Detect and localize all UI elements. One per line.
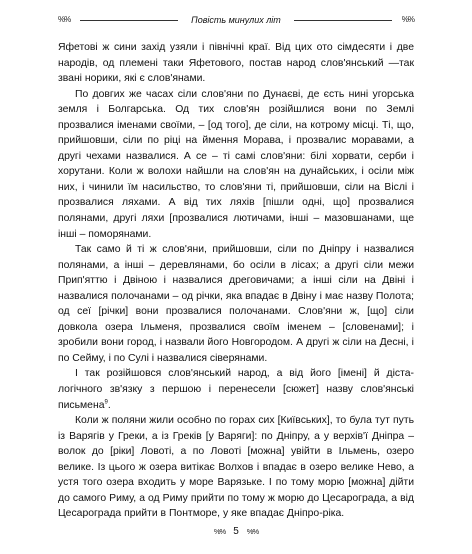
paragraph: По довгих же часах сіли слов'яни по Дунаєві, де єсть нині угорська земля і Болгарська. Од тих слов'ян розійшлися вони по Землі прозвалися іменами своїми, – [од того], де сіли, на котрому місці. Ті, що, прийшовши, сіли по ріці на ймення Морава, і прозвалис моравами, а другі чехами назвалися. А се – ті самі слов'яни: білі хорвати, серби і хорутани. Коли ж волохи найшли на слов'ян на дунайських, і осіли між них, і чинили їм насильство, то слов'яни ті, прийшовши, сіли на Віслі і прозвалися ляхами. А від тих ляхів [пішли одні, що] прозвалися полянами, другі ляхи [прозвалися лютичами, інші – мазовшанами, ще інші – поморянами. bbox=[58, 88, 414, 240]
page-number: 5 bbox=[233, 526, 239, 537]
header-rule-right bbox=[294, 20, 392, 21]
paragraph: Коли ж поляни жили особно по горах сих [Київських], то була тут путь із Варягів у Греки, а із Греків [у Варяги]: по Дніпру, а у верхів'ї Дніпра – волок до [ріки] Ловоті, а по Ловоті [можна] увійти в Ільмень, озеро велике. Із цього ж озера витікає Волхов і впадає в озеро велике Нево, а устя того озера входить у море Варязьке. І по тому морю [можна] дійти до самого Риму, а од Риму прийти по тому ж морю до Цесарограда, а від Цесарограда прийти в Понтморе, у яке впадає Дніпро-ріка. bbox=[58, 415, 414, 520]
running-header bbox=[58, 13, 414, 29]
body-text bbox=[58, 40, 414, 522]
footer-ornament-right: %% bbox=[246, 527, 259, 536]
page-footer bbox=[0, 526, 472, 538]
paragraph-text: І так розійшовся слов'янський народ, а від його [імені] й діста-логічного зв'язку з першою і перенесели [сюжет] назву слов'янські письмена bbox=[58, 368, 414, 411]
footer-ornament-left: %% bbox=[213, 527, 226, 536]
paragraph: Яфетові ж сини захід узяли і північні краї. Від цих ото сімдесяти і две народів, од племені таки Яфетового, постав народ слов'янський —так звані норики, які є слов'янами. bbox=[58, 42, 414, 85]
header-ornament-right: %% bbox=[401, 15, 414, 24]
paragraph: І так розійшовся слов'янський народ, а від його [імені] й діста-логічного зв'язку з першою і перенесели [сюжет] назву слов'янські письмена$^9$. bbox=[58, 368, 414, 411]
header-ornament-left: %% bbox=[58, 15, 71, 24]
running-header-title: Повість минулих літ bbox=[191, 15, 281, 25]
paragraph: Так само й ті ж слов'яни, прийшовши, сіли по Дніпру і назвалися полянами, а інші – деревлянами, бо осіли в лісах; а другі сіли межи Прип'яттю і Двіною і назвалися дреговичами; а інші сіли на Двіні і назвалися полочанами – од річки, яка впадає в Двіну і має назву Полота; од сеї [річки] вони прозвалися полочанами. Слов'яни ж, [що] сіли довкола озера Ільменя, прозвалися своїм іменем – [словенами]; і зробили вони город, і назвали його Новгородом. А другі ж сіли на Десні, і по Сейму, і по Сулі і назвалися сіверянами. bbox=[58, 244, 414, 364]
footnote-marker: 9 bbox=[104, 399, 108, 406]
